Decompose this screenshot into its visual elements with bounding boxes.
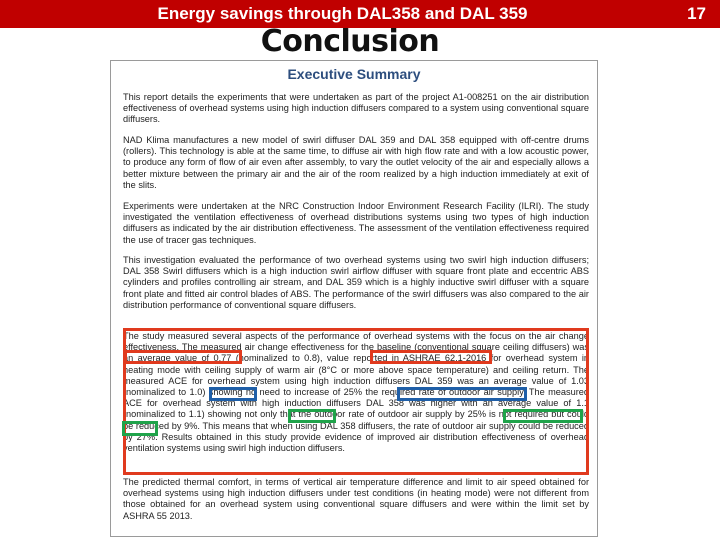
paragraph-project-intro: This report details the experiments that were undertaken as part of the project A1-008251 on the air distribution effectiveness of overhead systems using high induction diffusers compared to a system using conventional square diffusers. (123, 92, 589, 125)
slide-heading: Conclusion (260, 24, 440, 59)
document-title: Executive Summary (287, 66, 421, 82)
paragraph-investigation: This investigation evaluated the performance of two overhead systems using two swirl high induction diffusers; DAL 358 Swirl diffusers which is a high induction swirl airflow diffuser with square front plate and eccentric ABS cylinders and profiles controlling air stream, and DAL 359 which is a highly inductive swirl diffuser with a square front plate and fitted air control blades of ABS. The performance of the swirl diffusers was also compared to the air distribution performance of conventional square diffusers. (123, 255, 589, 310)
paragraph-thermal-comfort: The predicted thermal comfort, in terms of vertical air temperature difference and limit to air speed obtained for overhead systems using high induction diffusers under test conditions (in heating mode) were not different from those obtained for an overhead system using conventional square diffusers and were within the limit set by ASHRA 55 2013. (123, 477, 589, 521)
dal359-value-highlight (397, 387, 527, 401)
dal358-value-highlight (503, 409, 583, 423)
slide-number: 17 (687, 4, 706, 23)
paragraph-results: The study measured several aspects of the performance of overhead systems with the focus on the air change effectiveness. The measured air change effectiveness for the baseline (conventional square ceiling diffusers) was an average value of 0.77 (nominalized to 0.8), value reported in ASHRAE 62.1-2016 for overhead system in heating mode with ceiling supply of warm air (8°C or more above space temperature) and ceiling return. The measured ACE for overhead system using high induction diffusers DAL 359 was an average value of 1.03 (nominalized to 1.0) showing no need to increase of 25% the required rate of outdoor air supply. The measured ACE for overhead system with high induction diffusers DAL 358 was higher with an average value of 1.1 (nominalized to 1.1) showing not only that the outdoor rate of outdoor air supply by 25% is not required but could be reduced by 9%. This means that when using DAL 358 diffusers, the rate of outdoor air supply could be reduced by 27%. Results obtained in this study provide evidence of improved air distribution effectiveness of overhead ventilation systems using swirl high induction diffusers. (123, 331, 589, 454)
square-diffusers-highlight (124, 350, 242, 364)
paragraph-nad-klima: NAD Klima manufactures a new model of swirl diffuser DAL 359 and DAL 358 equipped with off-centre drums (rollers). This technology is able at the same time, to diffuse air with high flow rate and with a low acoustic power, to produce any form of flow of air even after assembly, to vary the outlet velocity of the air and especially allows a better mixture between the primary air and the air of the room realized by a high induction immediately at exit of the slits. (123, 135, 589, 190)
baseline-value-highlight (370, 350, 492, 364)
dal358-nominal-highlight (122, 421, 158, 436)
document-page (110, 60, 598, 537)
paragraph-experiments: Experiments were undertaken at the NRC Construction Indoor Environment Research Facility (ILRI). The study investigated the ventilation effectiveness of overhead distributions systems using two types of high induction diffusers as indicated by the air distribution effectiveness. The assessment of the ventilation effectiveness required the use of tracer gas techniques. (123, 201, 589, 245)
dal359-label-highlight (209, 387, 257, 401)
dal358-label-highlight (288, 409, 336, 423)
presentation-title: Energy savings through DAL358 and DAL 359 (157, 4, 528, 23)
